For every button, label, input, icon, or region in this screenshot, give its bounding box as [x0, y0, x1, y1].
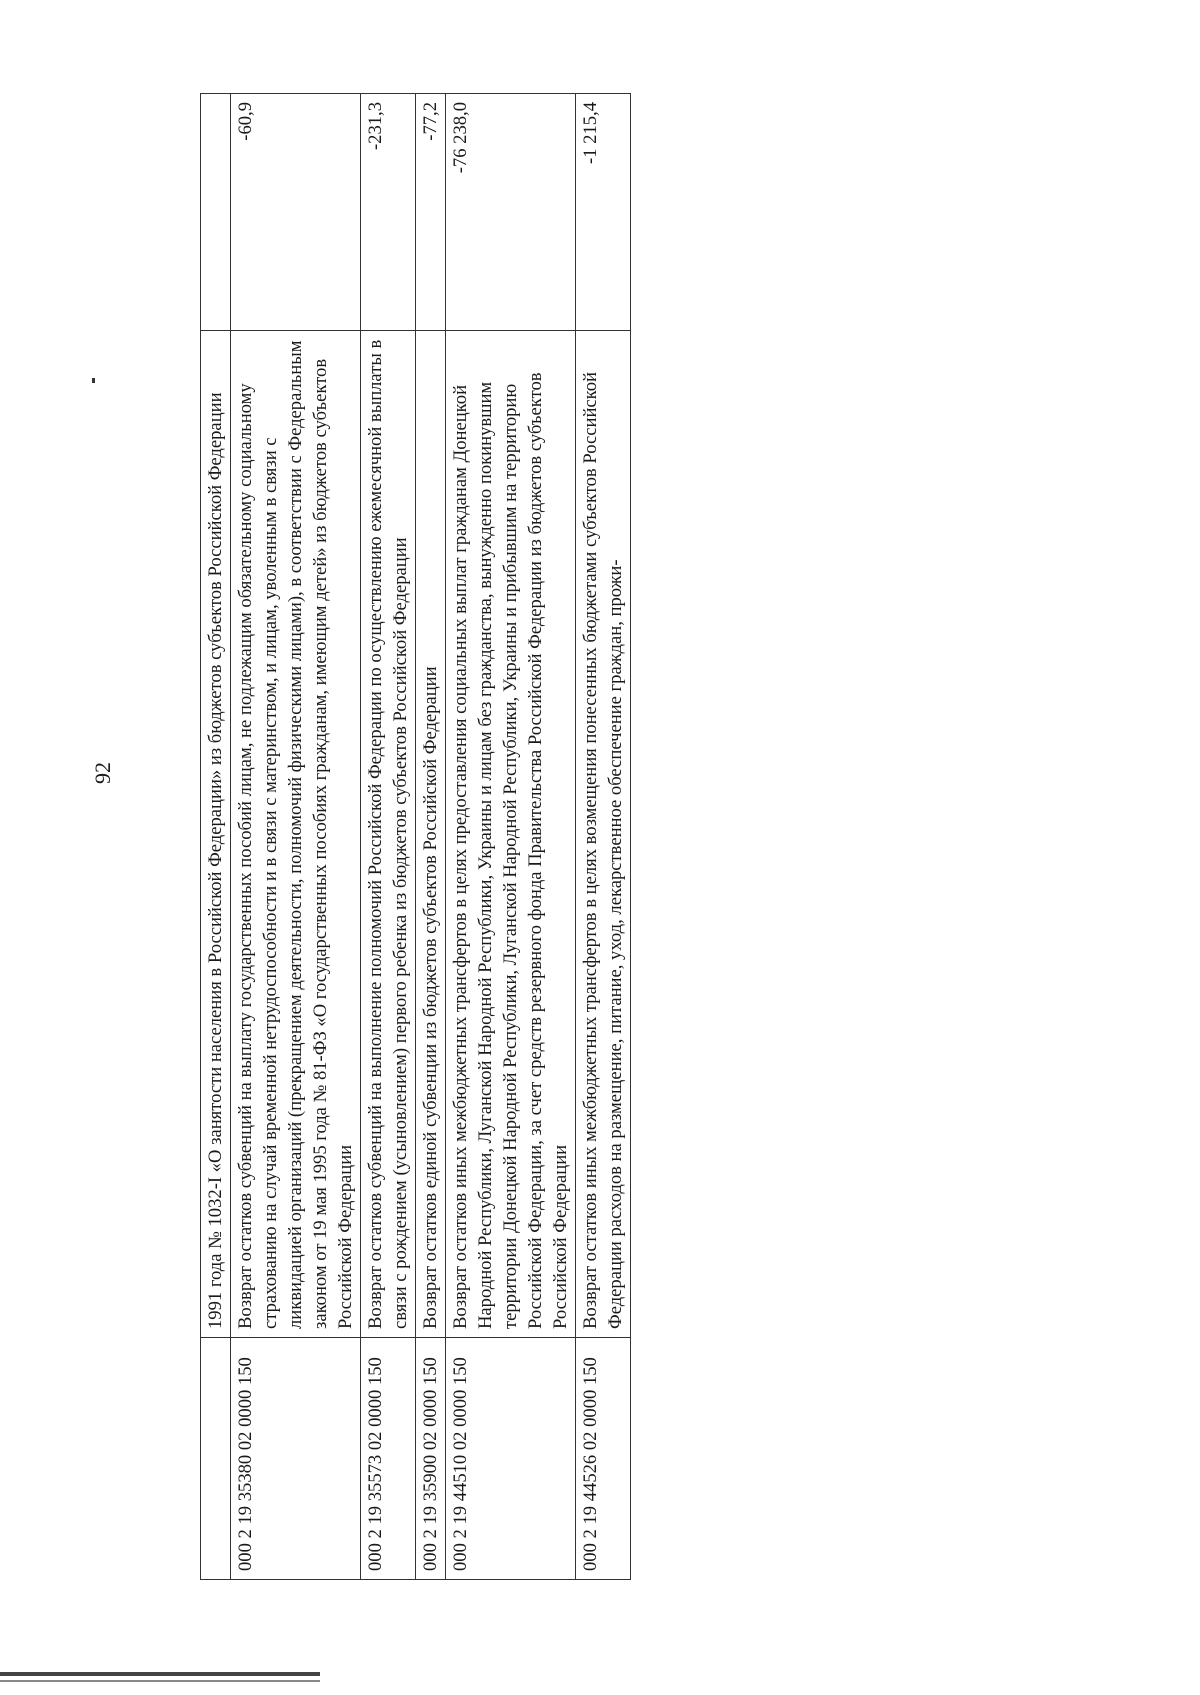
row-description: Возврат остатков субвенций на выполнение полномочий Российской Федерации по осуществлению ежемесячной выплаты в связи с рождением (усыновлением) первого ребенка из бюджетов субъектов Российской Федерации	[361, 331, 416, 1338]
row-amount: -231,3	[361, 94, 416, 331]
row-amount: -60,9	[231, 94, 361, 331]
row-description: Возврат остатков иных межбюджетных трансфертов в целях возмещения понесенных бюджетами субъектов Российской Федерации расходов на размещение, питание, уход, лекарственное обеспечение граждан, прожи-	[576, 331, 631, 1338]
row-description: Возврат остатков единой субвенции из бюджетов субъектов Российской Федерации	[416, 331, 446, 1338]
row-code: 000 2 19 44510 02 0000 150	[446, 1338, 576, 1580]
scan-edge-bar	[0, 1672, 320, 1676]
row-code: 000 2 19 35900 02 0000 150	[416, 1338, 446, 1580]
table-row	[201, 94, 231, 1580]
scan-edge-bar	[0, 1680, 320, 1682]
row-description: 1991 года № 1032-I «О занятости населения в Российской Федерации» из бюджетов субъектов Российской Федерации	[201, 331, 231, 1338]
page-number: 92	[90, 762, 115, 784]
table-row	[446, 94, 576, 1580]
table-row	[576, 94, 631, 1580]
row-code	[201, 1338, 231, 1580]
table-row	[231, 94, 361, 1580]
scan-speck	[92, 378, 95, 383]
row-amount	[201, 94, 231, 331]
row-description: Возврат остатков субвенций на выплату государственных пособий лицам, не подлежащим обязательному социальному страхованию на случай временной нетрудоспособности и в связи с материнством, и лицам, уволенным в связи с ликвидацией организаций (прекращением деятельности, полномочий физическими лицами), в соответствии с Федеральным законом от 19 мая 1995 года № 81-ФЗ «О государственных пособиях гражданам, имеющим детей» из бюджетов субъектов Российской Федерации	[231, 331, 361, 1338]
row-code: 000 2 19 35573 02 0000 150	[361, 1338, 416, 1580]
row-amount: -77,2	[416, 94, 446, 331]
row-amount: -1 215,4	[576, 94, 631, 331]
row-description: Возврат остатков иных межбюджетных трансфертов в целях предоставления социальных выплат гражданам Донецкой Народной Республики, Луганской Народной Республики, Украины и лицам без гражданства, вынужденно покинувшим территории Донецкой Народной Республики, Луганской Народной Республики, Украины и прибывшим на территорию Российской Федерации, за счет средств резервного фонда Правительства Российской Федерации из бюджетов субъектов Российской Федерации	[446, 331, 576, 1338]
row-code: 000 2 19 35380 02 0000 150	[231, 1338, 361, 1580]
row-amount: -76 238,0	[446, 94, 576, 331]
table-row	[361, 94, 416, 1580]
budget-table	[200, 93, 631, 1580]
table-row	[416, 94, 446, 1580]
row-code: 000 2 19 44526 02 0000 150	[576, 1338, 631, 1580]
rotated-page	[200, 102, 990, 1580]
